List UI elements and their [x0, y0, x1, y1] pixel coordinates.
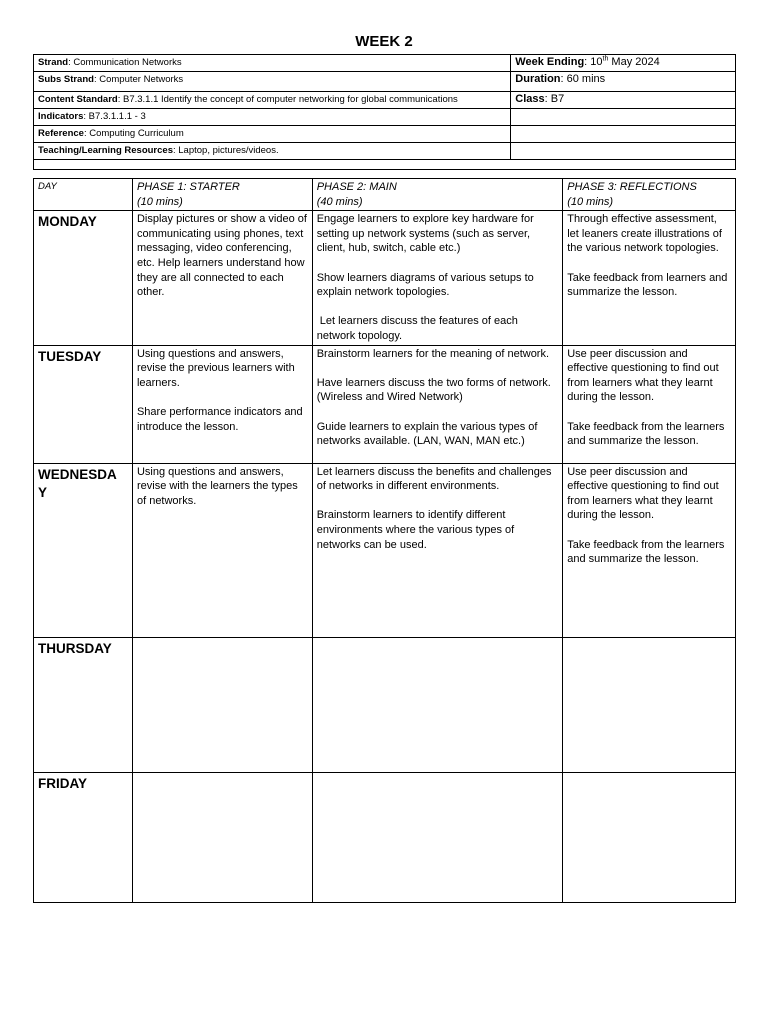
tuesday-day-cell	[34, 345, 133, 463]
strand-value: : Communication Networks	[68, 57, 182, 68]
weekly-plan-table	[33, 178, 736, 903]
thursday-row	[34, 637, 736, 772]
content-standard-label: Content Standard	[38, 94, 118, 105]
wednesday-starter-cell	[132, 463, 312, 637]
tuesday-main-text-2: Have learners discuss the two forms of network. (Wireless and Wired Network)	[316, 376, 551, 404]
monday-main-text-1: Engage learners to explore key hardware for setting up network systems (such as server, client, hub, switch, cable etc.)	[316, 213, 534, 255]
monday-main-cell	[312, 211, 563, 345]
indicators-label: Indicators	[38, 111, 84, 122]
wednesday-main-cell	[312, 463, 563, 637]
thursday-reflection-cell	[563, 637, 736, 772]
tuesday-starter-text-1: Using questions and answers, revise the previous learners with learners.	[136, 347, 295, 389]
monday-main-text-2: Show learners diagrams of various setups to explain network topologies.	[316, 271, 534, 299]
phase2-header	[312, 179, 563, 211]
week-ending-suffix: May 2024	[608, 56, 660, 68]
reference-cell	[34, 126, 511, 143]
content-standard-row	[34, 92, 736, 109]
indicators-empty-cell	[511, 109, 736, 126]
strand-cell	[34, 55, 511, 72]
lesson-info-table	[33, 54, 736, 170]
friday-label: FRIDAY	[38, 775, 88, 791]
subs-strand-label: Subs Strand	[38, 74, 94, 85]
content-standard-value: : B7.3.1.1 Identify the concept of computer networking for global communications	[117, 94, 458, 105]
indicators-row	[34, 109, 736, 126]
wednesday-day-cell	[34, 463, 133, 637]
tuesday-main-text-1: Brainstorm learners for the meaning of network.	[316, 347, 550, 360]
reference-label: Reference	[38, 128, 84, 139]
monday-reflection-cell	[563, 211, 736, 345]
tuesday-main-cell	[312, 345, 563, 463]
wednesday-main-text-1: Let learners discuss the benefits and challenges of networks in different environments.	[316, 465, 552, 493]
tuesday-starter-cell	[132, 345, 312, 463]
wednesday-reflection-text-1: Use peer discussion and effective questioning to find out from learners what they learnt during the lesson.	[567, 465, 719, 522]
phase1-header-time: (10 mins)	[136, 195, 183, 208]
spacer-row	[34, 160, 736, 170]
indicators-cell	[34, 109, 511, 126]
thursday-starter-cell	[132, 637, 312, 772]
tuesday-main-text-3: Guide learners to explain the various types of networks available. (LAN, WAN, MAN etc.)	[316, 420, 538, 448]
class-value: : B7	[544, 93, 565, 105]
duration-cell	[511, 72, 736, 92]
wednesday-main-text-2: Brainstorm learners to identify different environments where the various types of networks can be used.	[316, 509, 515, 551]
phase1-header	[132, 179, 312, 211]
strand-label: Strand	[38, 57, 69, 68]
monday-reflection-text-1: Through effective assessment, let leaners create illustrations of the various network topologies.	[567, 213, 722, 255]
tuesday-row	[34, 345, 736, 463]
plan-header-row	[34, 179, 736, 211]
resources-label: Teaching/Learning Resources	[38, 145, 173, 156]
week-ending-sup: th	[602, 55, 609, 63]
thursday-day-cell	[34, 637, 133, 772]
class-cell	[511, 92, 736, 109]
tuesday-starter-text-2: Share performance indicators and introduce the lesson.	[136, 405, 303, 433]
tuesday-label: TUESDAY	[38, 348, 102, 364]
week-ending-cell	[511, 55, 736, 72]
monday-label: MONDAY	[38, 214, 97, 230]
friday-row	[34, 772, 736, 902]
strand-row	[34, 55, 736, 72]
subs-strand-row	[34, 72, 736, 92]
monday-starter-text: Display pictures or show a video of communicating using phones, text messaging, video conferencing, etc. Help learners understand how they are all connected to each other.	[136, 213, 307, 299]
wednesday-starter-text: Using questions and answers, revise with the learners the types of networks.	[136, 465, 298, 507]
wednesday-row	[34, 463, 736, 637]
content-standard-cell	[34, 92, 511, 109]
phase3-header-label: PHASE 3: REFLECTIONS	[567, 181, 697, 193]
friday-starter-cell	[132, 772, 312, 902]
thursday-main-cell	[312, 637, 563, 772]
phase1-header-label: PHASE 1: STARTER	[136, 181, 240, 193]
week-ending-prefix: : 10	[584, 56, 603, 68]
duration-value: : 60 mins	[560, 73, 606, 85]
wednesday-label-line2: Y	[38, 484, 48, 500]
monday-row	[34, 211, 736, 345]
day-header	[34, 179, 133, 211]
page-title: WEEK 2	[355, 33, 413, 50]
friday-reflection-cell	[563, 772, 736, 902]
indicators-value: : B7.3.1.1.1 - 3	[83, 111, 146, 122]
reference-empty-cell	[511, 126, 736, 143]
resources-value: : Laptop, pictures/videos.	[172, 145, 279, 156]
resources-cell	[34, 143, 511, 160]
friday-day-cell	[34, 772, 133, 902]
duration-label: Duration	[515, 73, 561, 85]
thursday-label: THURSDAY	[38, 640, 112, 656]
subs-strand-cell	[34, 72, 511, 92]
tuesday-reflection-text-1: Use peer discussion and effective questioning to find out from learners what they learnt during the lesson.	[567, 347, 719, 404]
wednesday-label-line1: WEDNESDA	[38, 466, 117, 482]
week-ending-label: Week Ending	[515, 56, 585, 68]
resources-empty-cell	[511, 143, 736, 160]
phase3-header-time: (10 mins)	[567, 195, 614, 208]
monday-reflection-text-2: Take feedback from learners and summarize the lesson.	[567, 271, 728, 299]
phase2-header-label: PHASE 2: MAIN	[316, 181, 397, 193]
phase2-header-time: (40 mins)	[316, 195, 363, 208]
spacer-cell	[34, 160, 736, 170]
reference-row	[34, 126, 736, 143]
subs-strand-value: : Computer Networks	[93, 74, 184, 85]
friday-main-cell	[312, 772, 563, 902]
phase3-header	[563, 179, 736, 211]
monday-day-cell	[34, 211, 133, 345]
reference-value: : Computing Curriculum	[83, 128, 184, 139]
resources-row	[34, 143, 736, 160]
tuesday-reflection-cell	[563, 345, 736, 463]
tuesday-reflection-text-2: Take feedback from the learners and summarize the lesson.	[567, 420, 725, 448]
class-label: Class	[515, 93, 545, 105]
monday-starter-cell	[132, 211, 312, 345]
wednesday-reflection-text-2: Take feedback from the learners and summarize the lesson.	[567, 538, 725, 566]
day-header-label: DAY	[38, 181, 57, 192]
wednesday-reflection-cell	[563, 463, 736, 637]
monday-main-text-3: Let learners discuss the features of each network topology.	[316, 315, 521, 342]
